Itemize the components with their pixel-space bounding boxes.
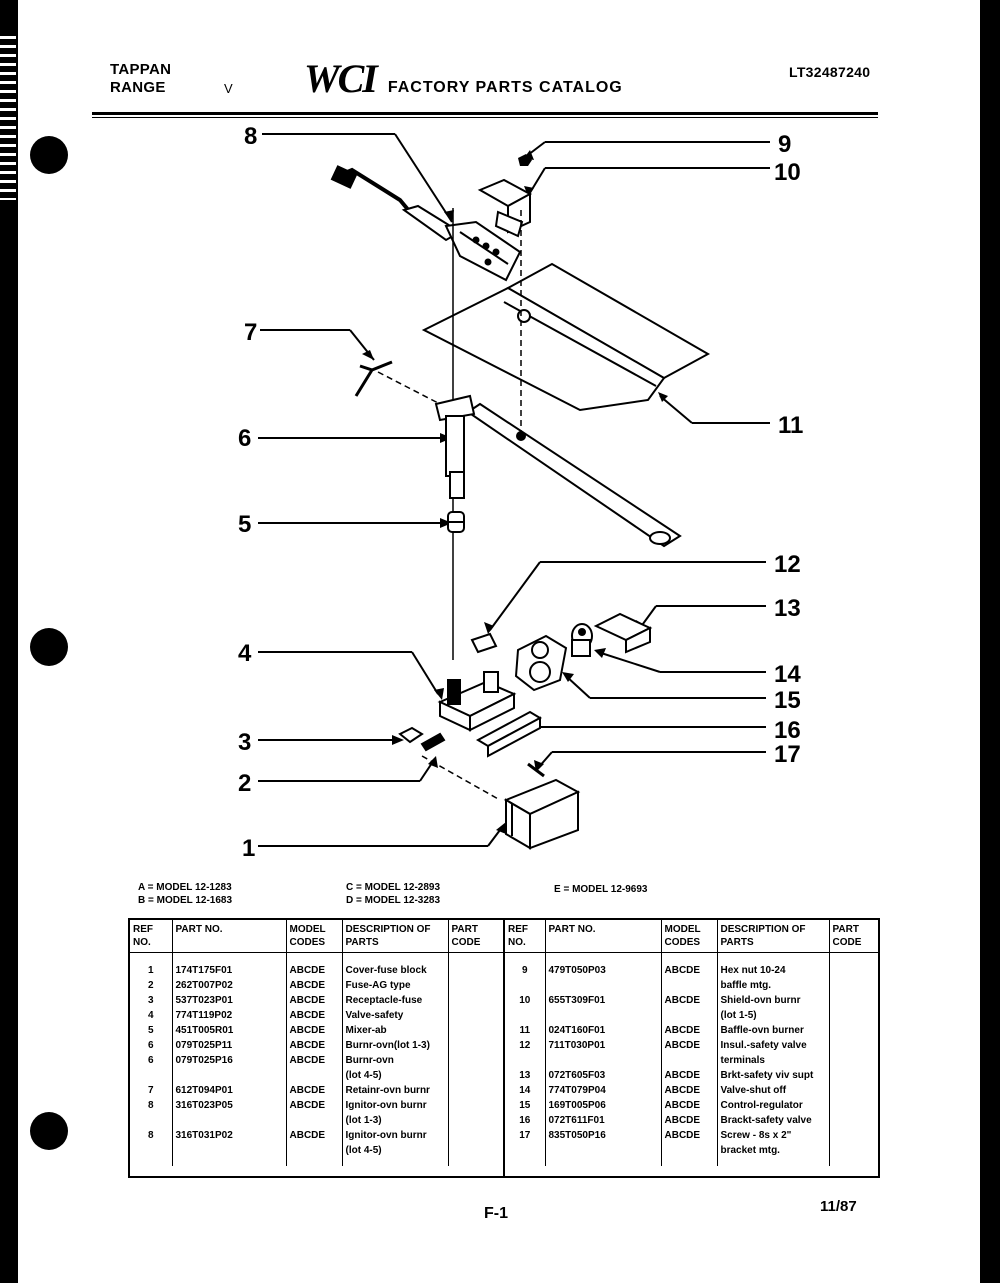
cell-part: 537T023P01 [172,993,286,1008]
cell-ref: 11 [505,1023,545,1038]
col-model: MODEL CODES [286,920,342,953]
callout-2: 2 [238,770,252,797]
callout-14: 14 [774,661,801,688]
cell-ref: 6 [130,1038,172,1053]
fuse-receptacle [400,728,444,750]
table-row [130,1143,503,1158]
brand-line1: TAPPAN [110,61,172,78]
filler-cell [829,1158,878,1166]
cell-part: 612T094P01 [172,1083,286,1098]
table-row [130,1098,503,1113]
cell-code [448,1038,503,1053]
cell-model [286,1113,342,1128]
cell-desc: Cover-fuse block [342,953,448,979]
parts-table-left [130,920,503,1166]
insulator-part [472,634,496,652]
cell-part [545,1008,661,1023]
table-row [130,1053,503,1068]
callout-5: 5 [238,511,252,538]
table-row [505,1128,878,1143]
cell-desc: Control-regulator [717,1098,829,1113]
callout-6: 6 [238,425,252,452]
cell-code [829,1023,878,1038]
table-row [505,953,878,979]
shield-part [480,180,530,236]
table-row [130,1038,503,1053]
cell-code [829,1143,878,1158]
cell-model [661,1008,717,1023]
cell-desc: baffle mtg. [717,978,829,993]
cell-model: ABCDE [661,1113,717,1128]
cell-code [829,953,878,979]
cell-model: ABCDE [286,1098,342,1113]
filler-cell [130,1158,172,1166]
cell-part: 774T119P02 [172,1008,286,1023]
cell-part: 835T050P16 [545,1128,661,1143]
callout-11: 11 [778,412,804,439]
col-model: MODEL CODES [661,920,717,953]
cell-part: 072T605F03 [545,1068,661,1083]
col-code: PART CODE [448,920,503,953]
cell-model: ABCDE [286,978,342,993]
cell-code [448,1113,503,1128]
model-legend-2 [346,881,440,907]
table-row [505,1023,878,1038]
col-ref: REF NO. [505,920,545,953]
cell-part: 174T175F01 [172,953,286,979]
cell-model: ABCDE [661,1068,717,1083]
filler-cell [286,1158,342,1166]
header-mark: V [224,81,233,96]
fuse-block-cover [506,780,578,848]
cell-model: ABCDE [661,993,717,1008]
cell-desc: Insul.-safety valve [717,1038,829,1053]
cell-part: 079T025P16 [172,1053,286,1068]
cell-code [829,1128,878,1143]
valve-bracket [596,614,650,652]
table-row [505,1083,878,1098]
table-row [130,1008,503,1023]
cell-code [448,978,503,993]
cell-model: ABCDE [661,1128,717,1143]
cell-desc: Fuse-AG type [342,978,448,993]
cell-part: 451T005R01 [172,1023,286,1038]
table-row [130,1023,503,1038]
cell-model: ABCDE [286,1128,342,1143]
cell-desc: Burnr-ovn [342,1053,448,1068]
cell-part: 316T031P02 [172,1128,286,1143]
callout-13: 13 [774,595,801,622]
cell-desc: Retainr-ovn burnr [342,1083,448,1098]
table-row [130,978,503,993]
cell-part: 072T611F01 [545,1113,661,1128]
cell-ref: 8 [130,1128,172,1143]
cell-ref [130,1113,172,1128]
cell-code [448,1083,503,1098]
filler-cell [342,1158,448,1166]
cell-model: ABCDE [661,953,717,979]
cell-model: ABCDE [286,953,342,979]
model-legend [138,881,232,907]
cell-code [448,1023,503,1038]
catalog-title: FACTORY PARTS CATALOG [387,79,623,96]
model-number: LT32487240 [789,64,871,80]
cell-part [545,978,661,993]
shutoff-valve [572,624,592,656]
cell-desc: Burnr-ovn(lot 1-3) [342,1038,448,1053]
cell-model [661,978,717,993]
cell-code [829,1098,878,1113]
cell-ref: 13 [505,1068,545,1083]
regulator-part [516,636,566,690]
table-row [505,1113,878,1128]
cell-code [829,993,878,1008]
page-number: F-1 [484,1205,508,1222]
cell-desc: Brackt-safety valve [717,1113,829,1128]
cell-code [448,993,503,1008]
table-row [130,953,503,979]
wci-logo: WCI [304,56,376,101]
safety-valve [440,672,514,730]
leader-11 [660,396,692,423]
cell-code [829,1038,878,1053]
cell-code [448,1053,503,1068]
cell-ref [130,1068,172,1083]
callout-7: 7 [244,319,258,346]
cell-ref: 6 [130,1053,172,1068]
cell-desc: Brkt-safety viv supt [717,1068,829,1083]
col-desc: DESCRIPTION OF PARTS [717,920,829,953]
cell-code [448,1098,503,1113]
callout-3: 3 [238,729,252,756]
filler-cell [661,1158,717,1166]
model-b: B = MODEL 12-1683 [138,895,233,906]
cell-part: 774T079P04 [545,1083,661,1098]
cell-code [829,1008,878,1023]
cell-desc: Valve-shut off [717,1083,829,1098]
cell-code [448,1008,503,1023]
filler-cell [717,1158,829,1166]
callout-8: 8 [244,123,258,150]
callout-10: 10 [774,159,801,186]
model-c: C = MODEL 12-2893 [346,882,441,893]
cell-desc: bracket mtg. [717,1143,829,1158]
cell-code [829,978,878,993]
filler-cell [448,1158,503,1166]
cell-code [829,1053,878,1068]
cell-ref: 9 [505,953,545,979]
cell-code [829,1113,878,1128]
table-row [505,1053,878,1068]
table-row [505,1068,878,1083]
cell-ref [505,1053,545,1068]
table-row [505,993,878,1008]
parts-rows-right [505,953,878,1167]
parts-rows-left [130,953,503,1167]
table-filler-row [505,1158,878,1166]
col-ref: REF NO. [130,920,172,953]
cell-ref: 12 [505,1038,545,1053]
cell-part: 655T309F01 [545,993,661,1008]
model-legend-3 [554,883,647,896]
cell-model: ABCDE [286,1038,342,1053]
cell-ref: 15 [505,1098,545,1113]
cell-part: 079T025P11 [172,1038,286,1053]
mixer-part [448,512,464,532]
callout-1: 1 [242,835,256,862]
cell-desc: (lot 1-5) [717,1008,829,1023]
col-desc: DESCRIPTION OF PARTS [342,920,448,953]
cell-desc: Mixer-ab [342,1023,448,1038]
cell-part: 024T160F01 [545,1023,661,1038]
cell-ref: 8 [130,1098,172,1113]
catalog-date: 11/87 [820,1198,857,1215]
cell-ref: 14 [505,1083,545,1098]
burner-part [436,396,474,498]
cell-desc: (lot 4-5) [342,1143,448,1158]
callout-16: 16 [774,717,801,744]
callout-9: 9 [778,131,792,158]
burner-tube [468,404,680,546]
cell-model: ABCDE [286,1008,342,1023]
cell-code [448,1068,503,1083]
cell-part: 262T007P02 [172,978,286,993]
filler-cell [545,1158,661,1166]
cell-part [172,1143,286,1158]
cell-part [545,1143,661,1158]
table-row [505,1143,878,1158]
cell-code [448,953,503,979]
cell-ref [505,1008,545,1023]
cell-ref: 17 [505,1128,545,1143]
model-e: E = MODEL 12-9693 [554,884,648,895]
cell-part: 479T050P03 [545,953,661,979]
table-row [505,978,878,993]
cell-model: ABCDE [286,1023,342,1038]
cell-model: ABCDE [286,1053,342,1068]
cell-ref: 2 [130,978,172,993]
table-row [130,993,503,1008]
cell-part [545,1053,661,1068]
table-row [130,1128,503,1143]
cell-model: ABCDE [286,1083,342,1098]
callout-12: 12 [774,551,801,578]
cell-ref: 16 [505,1113,545,1128]
cell-model: ABCDE [286,993,342,1008]
cell-desc: Ignitor-ovn burnr [342,1128,448,1143]
cell-ref: 7 [130,1083,172,1098]
cell-ref: 5 [130,1023,172,1038]
cell-code [448,1128,503,1143]
cell-desc: Hex nut 10-24 [717,953,829,979]
cell-desc: Valve-safety [342,1008,448,1023]
filler-cell [505,1158,545,1166]
cell-desc: Receptacle-fuse [342,993,448,1008]
cell-code [829,1068,878,1083]
retainer-clip [356,362,392,396]
col-part: PART NO. [172,920,286,953]
cell-part: 711T030P01 [545,1038,661,1053]
model-a: A = MODEL 12-1283 [138,882,232,893]
model-d: D = MODEL 12-3283 [346,895,441,906]
brand-line2: RANGE [110,79,166,96]
cell-ref: 10 [505,993,545,1008]
cell-desc: (lot 1-3) [342,1113,448,1128]
cell-ref [505,1143,545,1158]
callout-17: 17 [774,741,801,768]
cell-ref: 1 [130,953,172,979]
table-row [130,1113,503,1128]
cell-code [829,1083,878,1098]
cell-part [172,1113,286,1128]
cell-model [286,1068,342,1083]
cell-desc: Shield-ovn burnr [717,993,829,1008]
cell-ref [130,1143,172,1158]
cell-desc: Baffle-ovn burner [717,1023,829,1038]
parts-table-right [505,920,878,1166]
cell-desc: Ignitor-ovn burnr [342,1098,448,1113]
cell-ref: 4 [130,1008,172,1023]
cell-desc: terminals [717,1053,829,1068]
cell-part [172,1068,286,1083]
table-row [505,1038,878,1053]
cell-desc: Screw - 8s x 2" [717,1128,829,1143]
table-row [130,1083,503,1098]
cell-part: 316T023P05 [172,1098,286,1113]
cell-ref [505,978,545,993]
cell-code [448,1143,503,1158]
cell-model [661,1053,717,1068]
table-row [505,1098,878,1113]
cell-ref: 3 [130,993,172,1008]
cell-desc: (lot 4-5) [342,1068,448,1083]
cell-model [286,1143,342,1158]
baffle-part [424,264,708,410]
col-part: PART NO. [545,920,661,953]
col-code: PART CODE [829,920,878,953]
table-filler-row [130,1158,503,1166]
table-row [505,1008,878,1023]
cell-model: ABCDE [661,1098,717,1113]
callout-4: 4 [238,640,252,667]
cell-model [661,1143,717,1158]
cell-model: ABCDE [661,1038,717,1053]
cell-part: 169T005P06 [545,1098,661,1113]
callout-15: 15 [774,687,801,714]
binder-hole-bottom [30,1112,68,1150]
cell-model: ABCDE [661,1023,717,1038]
filler-cell [172,1158,286,1166]
table-row [130,1068,503,1083]
cell-model: ABCDE [661,1083,717,1098]
